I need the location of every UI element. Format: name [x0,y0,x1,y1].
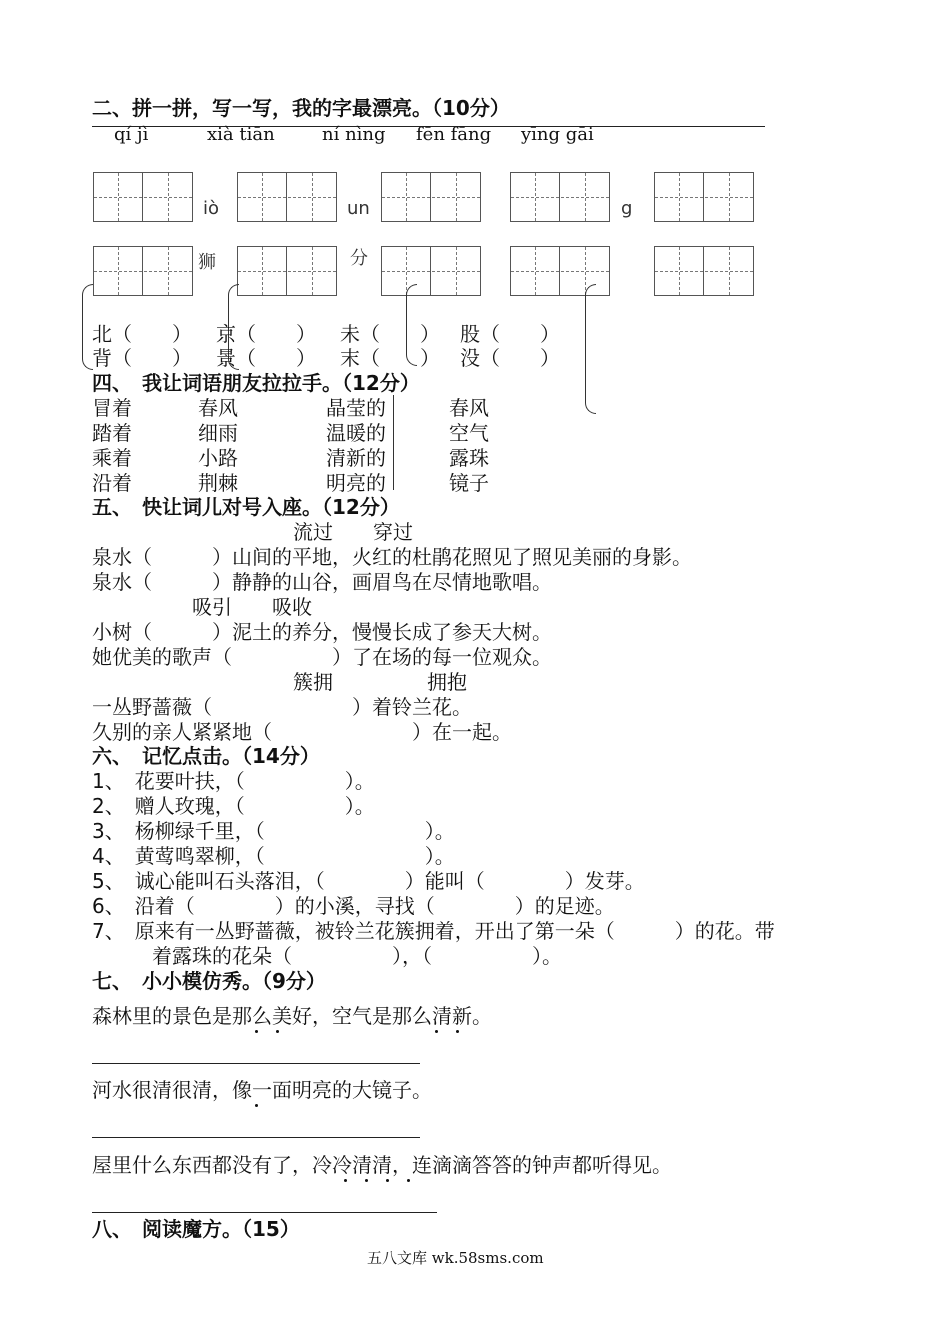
divider-line [393,395,394,490]
emphasis-dot [255,1104,258,1107]
emphasis-dot [255,1030,258,1033]
word-left-match: 荆棘 [198,471,238,495]
section2-title: 二、拼一拼，写一写，我的字最漂亮。（10分） [92,96,510,120]
writing-grid[interactable] [510,172,610,222]
footer-watermark: 五八文库 wk.58sms.com [367,1249,544,1267]
answer-line[interactable] [92,1212,437,1213]
emphasis-dot [407,1179,410,1182]
memory-item: 4、 黄莺鸣翠柳，（ ）。 [92,844,455,868]
example-sentence: 河水很清很清，像一面明亮的大镜子。 [92,1078,432,1102]
memory-item: 着露珠的花朵（ ），（ ）。 [92,944,562,968]
emphasis-dot [386,1179,389,1182]
section4-title: 四、 我让词语朋友拉拉手。（12分） [92,371,420,395]
word-choice: 拥抱 [427,670,467,694]
partial-text: 分 [350,248,368,269]
word-choice: 吸引 吸收 [192,595,312,619]
word-right-match: 春风 [449,396,489,420]
section5-title: 五、 快让词儿对号入座。（12分） [92,495,400,519]
example-sentence: 屋里什么东西都没有了，冷冷清清，连滴滴答答的钟声都听得见。 [92,1153,672,1177]
char-pair: 没（ ） [460,346,560,370]
char-pair: 股（ ） [460,322,560,346]
emphasis-dot [344,1179,347,1182]
answer-line[interactable] [92,1137,420,1138]
word-right-match: 露珠 [449,446,489,470]
word-left-match: 小路 [198,446,238,470]
brace [585,284,596,414]
pinyin-2: xià tiān [207,124,275,145]
writing-grid[interactable] [237,246,337,296]
fill-sentence: 小树（ ）泥土的养分，慢慢长成了参天大树。 [92,620,552,644]
word-left: 冒着 [92,396,132,420]
partial-text: 狮 [198,252,216,273]
word-choice: 流过 穿过 [293,520,413,544]
char-pair: 末（ ） [340,346,440,370]
memory-item: 6、 沿着（ ）的小溪，寻找（ ）的足迹。 [92,894,615,918]
word-right: 晶莹的 [326,396,386,420]
word-left-match: 细雨 [198,421,238,445]
pinyin-4: fēn fāng [416,124,492,145]
writing-grid[interactable] [237,172,337,222]
pinyin-5: yīng gāi [521,124,594,145]
word-choice: 簇拥 [293,670,333,694]
emphasis-dot [435,1030,438,1033]
partial-text: iò [203,198,220,219]
word-right: 明亮的 [326,471,386,495]
example-sentence: 森林里的景色是那么美好，空气是那么清新。 [92,1004,492,1028]
char-pair: 京（ ） [216,322,316,346]
word-left: 踏着 [92,421,132,445]
partial-text: g [621,198,633,219]
emphasis-dot [276,1030,279,1033]
memory-item: 7、 原来有一丛野蔷薇，被铃兰花簇拥着，开出了第一朵（ ）的花。带 [92,919,775,943]
writing-grid[interactable] [381,246,481,296]
char-pair: 未（ ） [340,322,440,346]
word-right: 温暖的 [326,421,386,445]
fill-sentence: 久别的亲人紧紧地（ ）在一起。 [92,720,512,744]
writing-grid[interactable] [654,172,754,222]
word-right-match: 镜子 [449,471,489,495]
writing-grid[interactable] [654,246,754,296]
writing-grid[interactable] [93,246,193,296]
memory-item: 1、 花要叶扶，（ ）。 [92,769,375,793]
fill-sentence: 她优美的歌声（ ）了在场的每一位观众。 [92,645,552,669]
pinyin-3: ní nìng [322,124,386,145]
section6-title: 六、 记忆点击。（14分） [92,744,320,768]
char-pair: 背（ ） [92,346,192,370]
char-pair: 北（ ） [92,322,192,346]
writing-grid[interactable] [381,172,481,222]
emphasis-dot [365,1179,368,1182]
word-left: 乘着 [92,446,132,470]
word-right-match: 空气 [449,421,489,445]
char-pair: 景（ ） [216,346,316,370]
emphasis-dot [456,1030,459,1033]
word-right: 清新的 [326,446,386,470]
fill-sentence: 泉水（ ）山间的平地，火红的杜鹃花照见了照见美丽的身影。 [92,545,692,569]
fill-sentence: 泉水（ ）静静的山谷，画眉鸟在尽情地歌唱。 [92,570,552,594]
word-left-match: 春风 [198,396,238,420]
partial-text: un [347,198,370,219]
memory-item: 5、 诚心能叫石头落泪，（ ）能叫（ ）发芽。 [92,869,645,893]
section7-title: 七、 小小模仿秀。（9分） [92,969,326,993]
answer-line[interactable] [92,1063,420,1064]
section8-title: 八、 阅读魔方。（15） [92,1217,300,1241]
pinyin-1: qí jì [114,124,149,145]
memory-item: 2、 赠人玫瑰，（ ）。 [92,794,375,818]
writing-grid[interactable] [93,172,193,222]
fill-sentence: 一丛野蔷薇（ ）着铃兰花。 [92,695,472,719]
memory-item: 3、 杨柳绿千里，（ ）。 [92,819,455,843]
word-left: 沿着 [92,471,132,495]
